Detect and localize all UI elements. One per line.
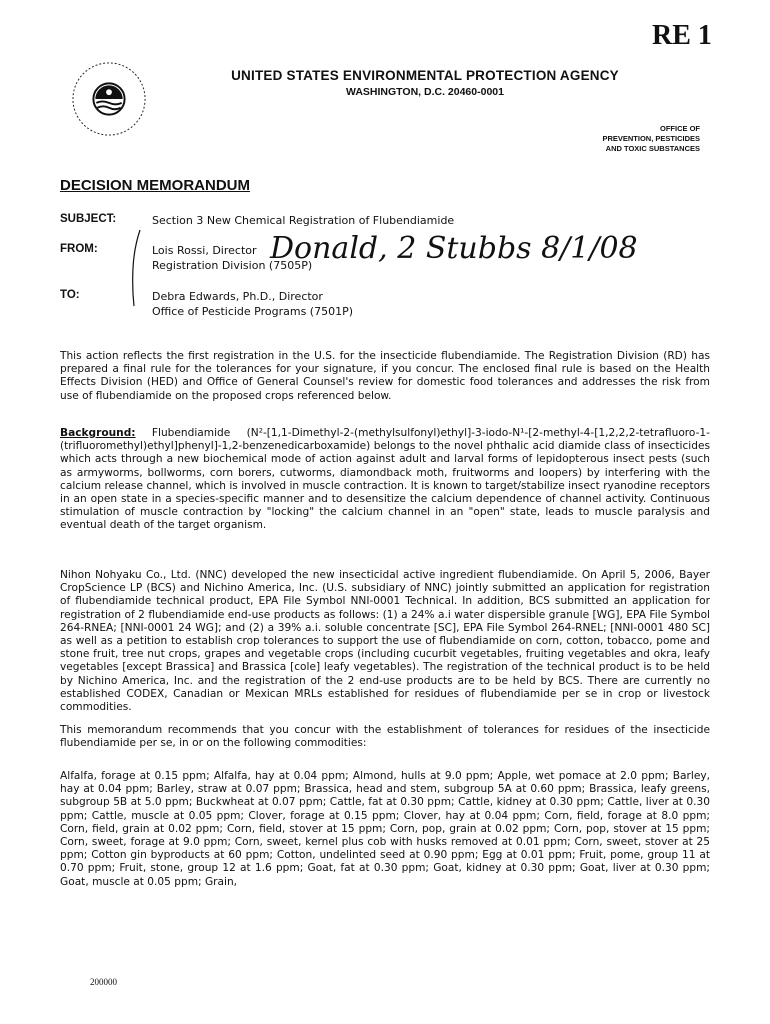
to-name: Debra Edwards, Ph.D., Director [152,290,323,303]
background-label: Background: [60,427,136,439]
from-label: FROM: [60,243,98,255]
subject-value: Section 3 New Chemical Registration of Flubendiamide [152,214,455,227]
handwritten-signature [265,220,638,270]
from-division: Registration Division (7505P) [152,259,313,272]
to-label: TO: [60,289,80,301]
signature-text: Donald, 2 Stubbs 8/1/08 [270,231,638,266]
office-line: OFFICE OF [660,124,700,133]
intro-paragraph: This action reflects the first registration in the U.S. for the insecticide flubendiamide. The Registration Division (RD) has prepared a final rule for the tolerances for your signature, if you concur. The enclosed final rule is based on the Health Effects Division (HED) and Office of General Counsel's review for domestic food tolerances and addresses the risk from use of flubendiamide on the proposed crops referenced below. [60,350,710,402]
from-name: Lois Rossi, Director [152,244,257,257]
document-id-label: RE 1 [652,20,712,51]
page-footer-number: 200000 [90,977,117,987]
epa-seal-logo [70,60,148,138]
commodity-list-paragraph: Alfalfa, forage at 0.15 ppm; Alfalfa, hay at 0.04 ppm; Almond, hulls at 9.0 ppm; Apple, wet pomace at 2.0 ppm; Barley, hay at 0.04 ppm; Barley, straw at 0.07 ppm; Brassica, head and stem, subgroup 5A at 0.60 ppm; Brassica, leafy greens, subgroup 5B at 5.0 ppm; Buckwheat at 0.07 ppm; Cattle, fat at 0.30 ppm; Cattle, kidney at 0.30 ppm; Cattle, liver at 0.30 ppm; Cattle, muscle at 0.05 ppm; Clover, forage at 0.15 ppm; Clover, hay at 0.04 ppm; Corn, field, forage at 8.0 ppm; Corn, field, grain at 0.02 ppm; Corn, field, stover at 15 ppm; Corn, pop, grain at 0.02 ppm; Corn, pop, stover at 15 ppm; Corn, sweet, forage at 9.0 ppm; Corn, sweet, kernel plus cob with husks removed at 0.01 ppm; Corn, sweet, stover at 25 ppm; Cotton gin byproducts at 60 ppm; Cotton, undelinted seed at 0.90 ppm; Egg at 0.01 ppm; Fruit, pome, group 11 at 0.70 ppm; Fruit, stone, group 12 at 1.6 ppm; Goat, fat at 0.30 ppm; Goat, kidney at 0.30 ppm; Goat, liver at 0.30 ppm; Goat, muscle at 0.05 ppm; Grain, [60,770,710,888]
memo-title: DECISION MEMORANDUM [60,177,250,194]
office-line: AND TOXIC SUBSTANCES [605,144,700,153]
background-text: Flubendiamide (N²-[1,1-Dimethyl-2-(methylsulfonyl)ethyl]-3-iodo-N¹-[2-methyl-4-[1,2,2,2-tetrafluoro-1-(trifluoromethyl)ethyl]phenyl]-1,2-benzenedicarboxamide) belongs to the novel phthalic acid diamide class of insecticides which acts through a new biochemical mode of action against adult and larval forms of lepidopterous insect pests (such as armyworms, bollworms, corn borers, cutworms, diamondback moth, fruitworms and loopers) by interfering with the calcium release channel, which is involved in muscle contraction. It is known to target/stabilize insect ryanodine receptors in an open state in a species-specific manner and to desensitize the calcium dependence of channel activity. Continuous stimulation of muscle contraction by "locking" the calcium channel in an "open" state, leads to muscle paralysis and eventual death of the target organism. [60,427,710,532]
recommendation-paragraph: This memorandum recommends that you concur with the establishment of tolerances for residues of the insecticide flubendiamide per se, in or on the following commodities: [60,724,710,750]
bracket-mark [128,228,144,308]
background-paragraph [60,427,710,533]
agency-address: WASHINGTON, D.C. 20460-0001 [346,86,504,98]
to-office: Office of Pesticide Programs (7501P) [152,305,354,318]
to-block [152,289,353,319]
agency-name: UNITED STATES ENVIRONMENTAL PROTECTION AGENCY [231,68,619,83]
office-name [560,124,700,154]
office-line: PREVENTION, PESTICIDES [602,134,700,143]
applicant-paragraph: Nihon Nohyaku Co., Ltd. (NNC) developed the new insecticidal active ingredient flubendiamide. On April 5, 2006, Bayer CropScience LP (BCS) and Nichino America, Inc. (U.S. subsidiary of NNC) jointly submitted an application for registration of flubendiamide technical product, EPA File Symbol NNI-0001 Technical. In addition, BCS submitted an application for registration of 2 flubendiamide end-use products as follows: (1) a 24% a.i water dispersible granule [WG], EPA File Symbol 264-RNEA; [NNI-0001 24 WG]; and (2) a 39% a.i. soluble concentrate [SC], EPA File Symbol 264-RNEL; [NNI-0001 480 SC] as well as a petition to establish crop tolerances to support the use of flubendiamide on corn, cotton, tobacco, pome and stone fruit, tree nut crops, grapes and vegetable crops (including cucurbit vegetables, fruiting vegetables and okra, leafy vegetables [except Brassica] and Brassica [cole] leafy vegetables). The registration of the technical product is to be held by Nichino America, Inc. and the registration of the 2 end-use products are to be held by BCS. There are currently no established CODEX, Canadian or Mexican MRLs established for residues of flubendiamide per se in crop or livestock commodities. [60,569,710,714]
subject-label: SUBJECT: [60,213,117,225]
